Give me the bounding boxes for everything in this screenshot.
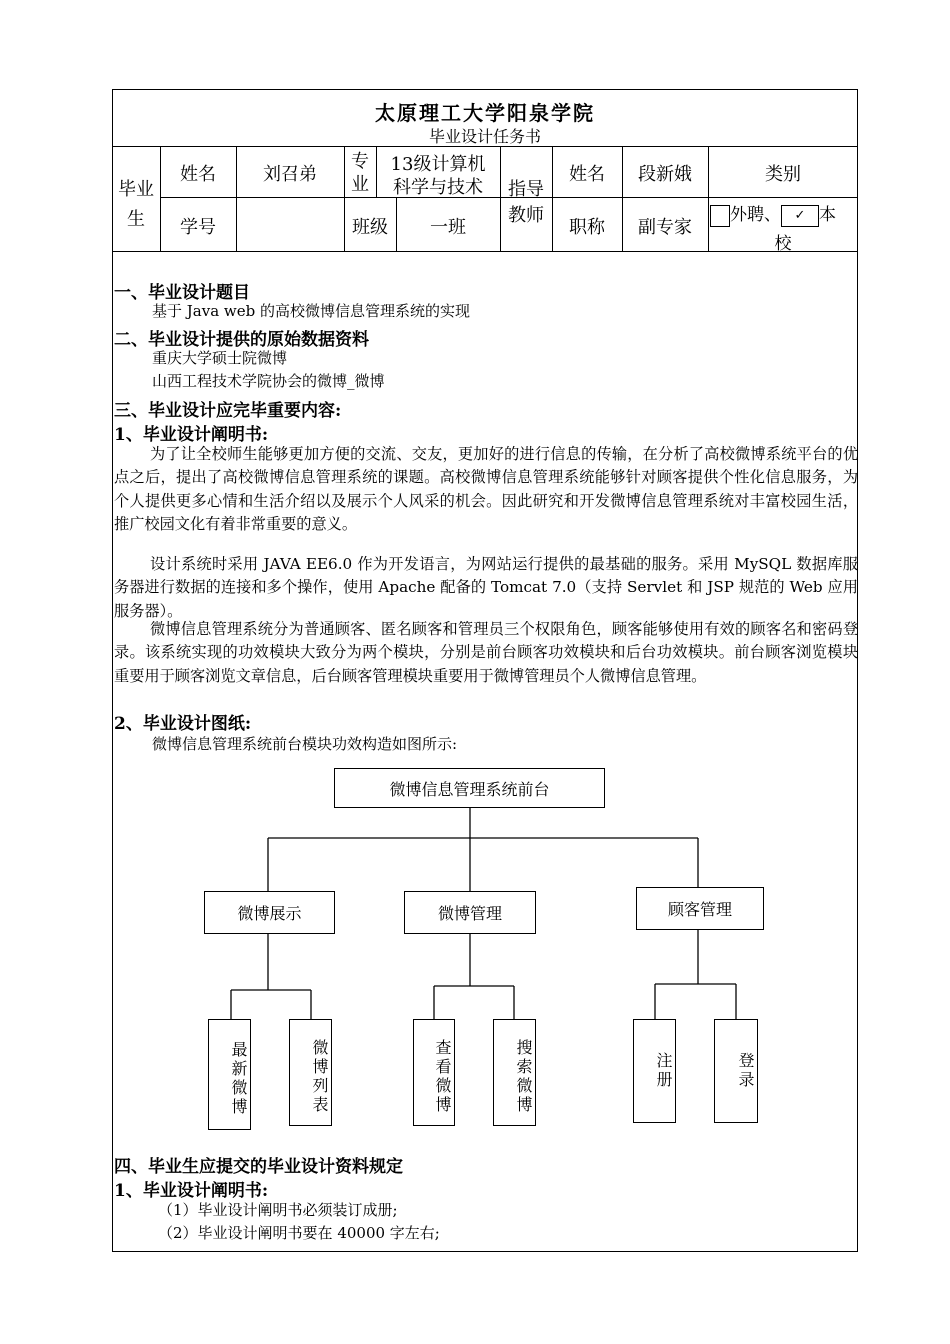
diagram-root-node: 微博信息管理系统前台 — [334, 768, 605, 808]
student-label: 毕业 生 — [118, 179, 154, 230]
section4-item: （2）毕业设计阐明书要在 40000 字左右; — [158, 1224, 440, 1242]
school-name: 太原理工大学阳泉学院 — [375, 101, 595, 125]
diagram-branch-node: 微博展示 — [204, 891, 335, 934]
diagram-leaf-node: 最新微博 — [208, 1019, 251, 1130]
diagram-caption: 微博信息管理系统前台模块功效构造如图所示: — [152, 735, 458, 753]
advisor-label-line1: 指导 — [508, 179, 544, 200]
diagram-leaf-node: 注册 — [633, 1019, 676, 1123]
category-label: 类别 — [765, 164, 801, 185]
section1-heading: 一、毕业设计题目 — [114, 283, 250, 303]
section2-item: 山西工程技术学院协会的微博_微博 — [152, 372, 385, 390]
external-label: 外聘、 — [730, 205, 781, 225]
section2-item: 重庆大学硕士院微博 — [152, 349, 288, 367]
section2-heading: 二、毕业设计提供的原始数据资料 — [114, 330, 369, 350]
section4-subheading-1: 1、毕业设计阐明书: — [114, 1181, 269, 1201]
advisor-name: 段新娥 — [638, 164, 692, 185]
section3-subheading-2: 2、毕业设计图纸: — [114, 714, 252, 734]
advisor-name-label: 姓名 — [569, 164, 605, 185]
advisor-label-line2: 教师 — [508, 205, 544, 226]
section3-subheading-1: 1、毕业设计阐明书: — [114, 425, 269, 445]
paragraph-1: 为了让全校师生能够更加方便的交流、交友，更加好的进行信息的传输，在分析了高校微博系统平台的优点之后，提出了高校微博信息管理系统的课题。高校微博信息管理系统能够针对顾客提供个性化信息服务，为个人提供更多心情和生活介绍以及展示个人风采的机会。因此研究和开发微博信息管理系统对丰富校园生活，推广校园文化有着非常重要的意义。 — [114, 445, 858, 533]
document-title: 毕业设计任务书 — [428, 127, 541, 146]
section4-heading: 四、毕业生应提交的毕业设计资料规定 — [114, 1157, 403, 1177]
student-id-label: 学号 — [180, 217, 216, 238]
diagram-branch-node: 微博管理 — [404, 891, 536, 934]
paragraph-3: 微博信息管理系统分为普通顾客、匿名顾客和管理员三个权限角色，顾客能够使用有效的顾客名和密码登录。该系统实现的功效模块大致分为两个模块，分别是前台顾客功效模块和后台功效模块。前台顾客浏览模块重要用于顾客浏览文章信息，后台顾客管理模块重要用于微博管理员个人微博信息管理。 — [114, 620, 858, 685]
student-name: 刘召弟 — [263, 164, 317, 185]
diagram-leaf-node: 搜索微博 — [493, 1019, 536, 1126]
name-label: 姓名 — [180, 164, 216, 185]
internal-label-a: 本 — [819, 205, 836, 225]
class-label: 班级 — [352, 217, 388, 238]
section4-item: （1）毕业设计阐明书必须装订成册; — [158, 1201, 398, 1219]
internal-label-b: 校 — [774, 234, 792, 254]
diagram-leaf-node: 查看微博 — [413, 1019, 455, 1126]
check-mark-icon: ✓ — [794, 207, 806, 223]
major-value-line1: 13级计算机 — [390, 154, 486, 175]
section1-text: 基于 Java web 的高校微博信息管理系统的实现 — [152, 302, 470, 320]
diagram-branch-node: 顾客管理 — [636, 887, 764, 930]
class-value: 一班 — [430, 217, 466, 238]
major-label: 专 业 — [351, 151, 369, 195]
major-value-line2: 科学与技术 — [393, 177, 483, 198]
diagram-leaf-node: 微博列表 — [289, 1019, 332, 1126]
paragraph-2: 设计系统时采用 JAVA EE6.0 作为开发语言，为网站运行提供的最基础的服务。采用 MySQL 数据库服务器进行数据的连接和多个操作，使用 Apache 配备的 Tomcat 7.0（支持 Servlet 和 JSP 规范的 Web 应用服务器）。 — [114, 555, 858, 620]
section3-heading: 三、毕业设计应完毕重要内容: — [114, 401, 342, 421]
diagram-leaf-node: 登录 — [714, 1019, 758, 1123]
title-value: 副专家 — [638, 217, 692, 238]
title-label: 职称 — [569, 217, 605, 238]
